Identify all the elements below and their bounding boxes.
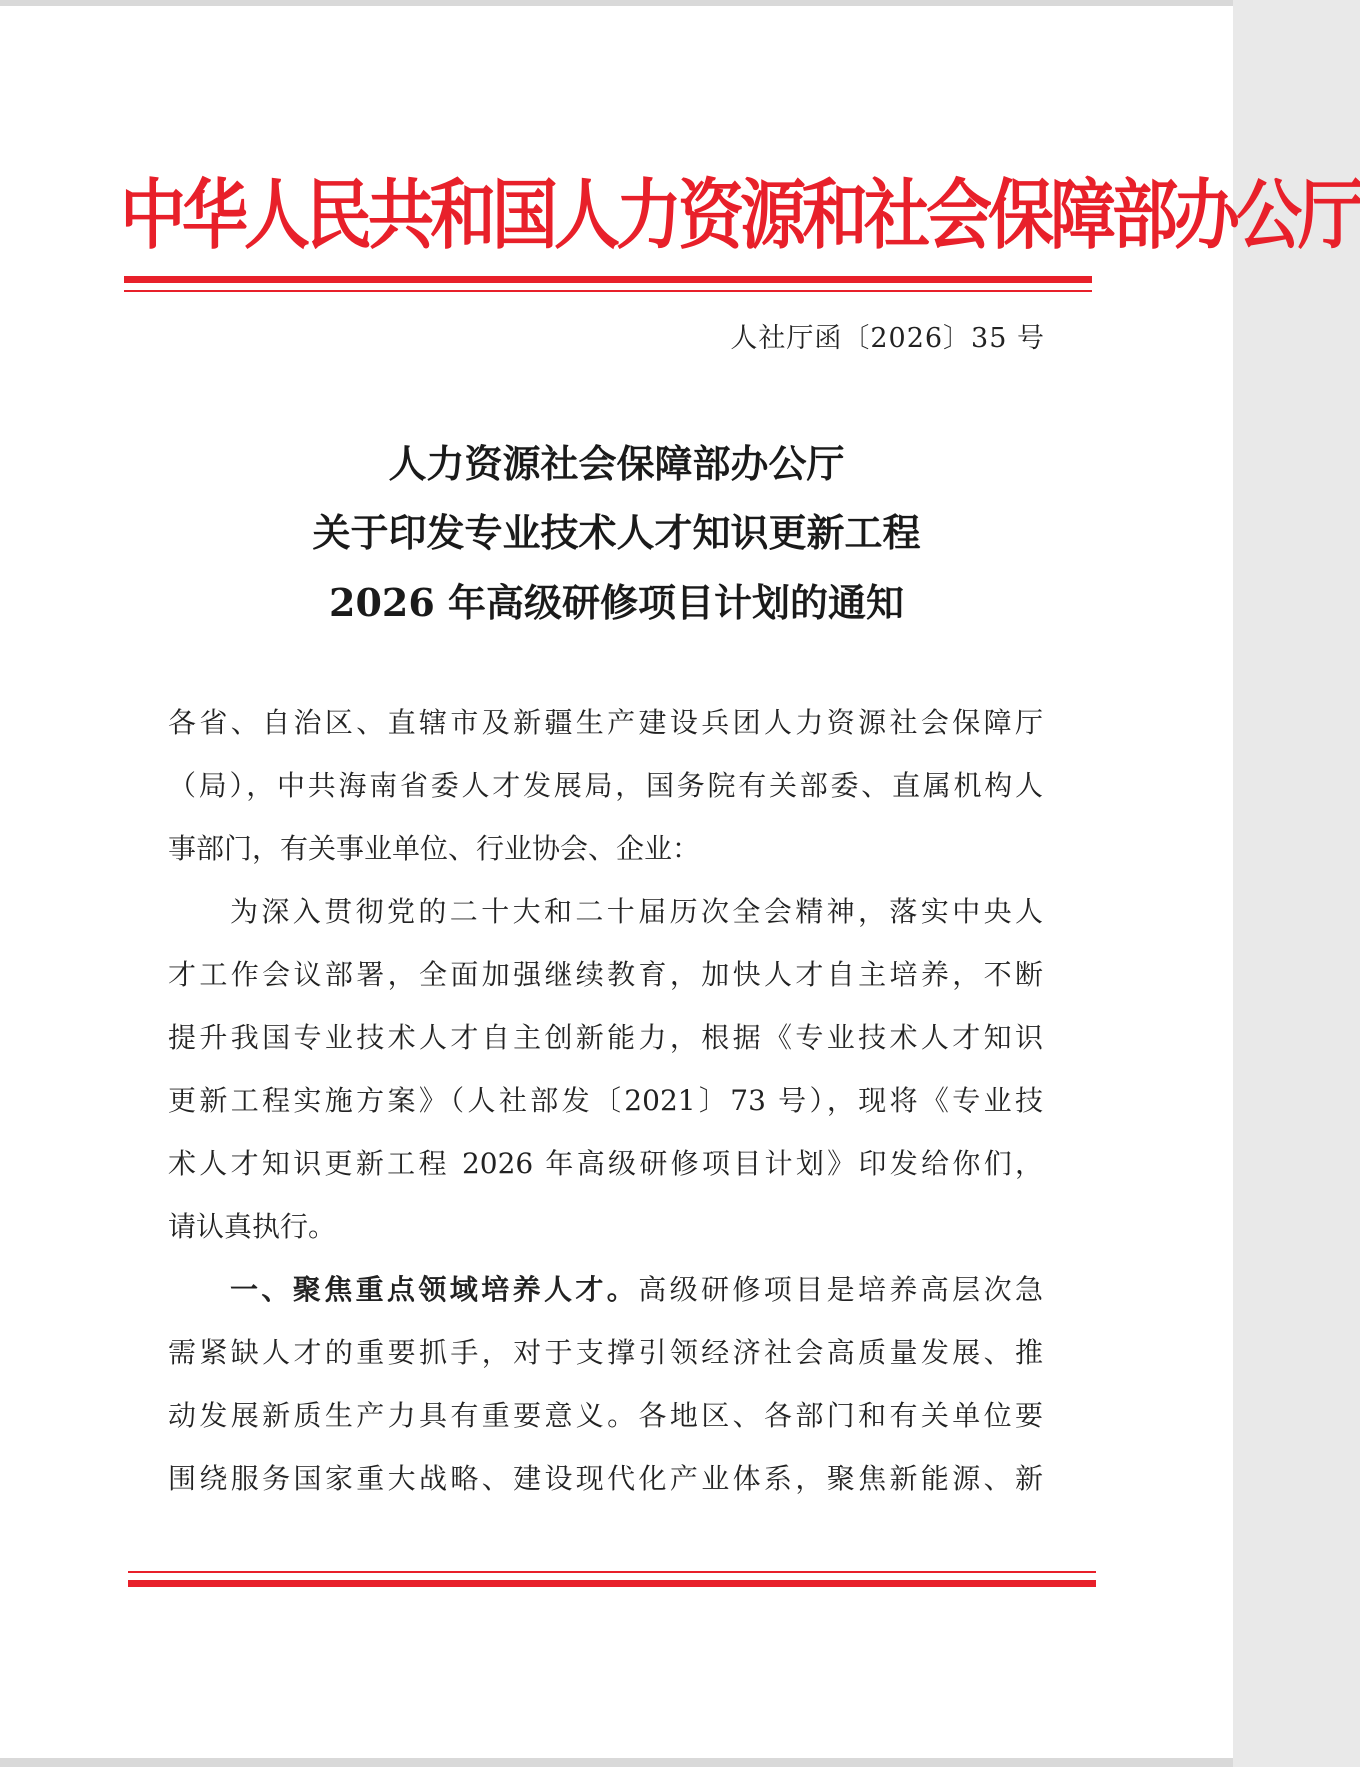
title-line-2: 关于印发专业技术人才知识更新工程 xyxy=(312,510,921,555)
section1-line-1 xyxy=(230,1270,1043,1310)
masthead: 中华人民共和国人力资源和社会保障部办公厅 xyxy=(120,170,1360,260)
section1-line-3: 动发展新质生产力具有重要意义。各地区、各部门和有关单位要 xyxy=(168,1399,1043,1432)
paragraph1-line-6: 请认真执行。 xyxy=(168,1210,337,1243)
addressee-line-1: 各省、自治区、直辖市及新疆生产建设兵团人力资源社会保障厅 xyxy=(168,706,1043,739)
paragraph1-line-1: 为深入贯彻党的二十大和二十届历次全会精神，落实中央人 xyxy=(230,895,1043,928)
paragraph1-line-3: 提升我国专业技术人才自主创新能力，根据《专业技术人才知识 xyxy=(168,1021,1043,1054)
paragraph1-line-2: 才工作会议部署，全面加强继续教育，加快人才自主培养，不断 xyxy=(168,958,1043,991)
footer-rule-thick xyxy=(128,1580,1096,1587)
title-line-3: 2026 年高级研修项目计划的通知 xyxy=(329,580,904,625)
addressee-line-2: （局），中共海南省委人才发展局，国务院有关部委、直属机构人 xyxy=(168,769,1043,802)
paragraph1-line-4: 更新工程实施方案》（人社部发〔2021〕73 号），现将《专业技 xyxy=(168,1084,1043,1117)
document-number: 人社厅函〔2026〕35 号 xyxy=(730,323,1045,354)
section1-heading: 一、聚焦重点领域培养人才。 xyxy=(230,1273,639,1306)
bottom-scan-edge xyxy=(0,1758,1233,1767)
addressee-line-3: 事部门，有关事业单位、行业协会、企业： xyxy=(168,832,701,865)
masthead-rule-thick xyxy=(124,276,1092,283)
footer-rule-thin xyxy=(128,1571,1096,1573)
paragraph1-line-5: 术人才知识更新工程 2026 年高级研修项目计划》印发给你们， xyxy=(168,1147,1043,1180)
section1-first-line-rest: 高级研修项目是培养高层次急 xyxy=(638,1273,1043,1306)
section1-line-4: 围绕服务国家重大战略、建设现代化产业体系，聚焦新能源、新 xyxy=(168,1462,1043,1495)
title-line-1: 人力资源社会保障部办公厅 xyxy=(388,441,845,486)
masthead-rule-thin xyxy=(124,290,1092,292)
section1-line-2: 需紧缺人才的重要抓手，对于支撑引领经济社会高质量发展、推 xyxy=(168,1336,1043,1369)
top-scan-edge xyxy=(0,0,1233,6)
